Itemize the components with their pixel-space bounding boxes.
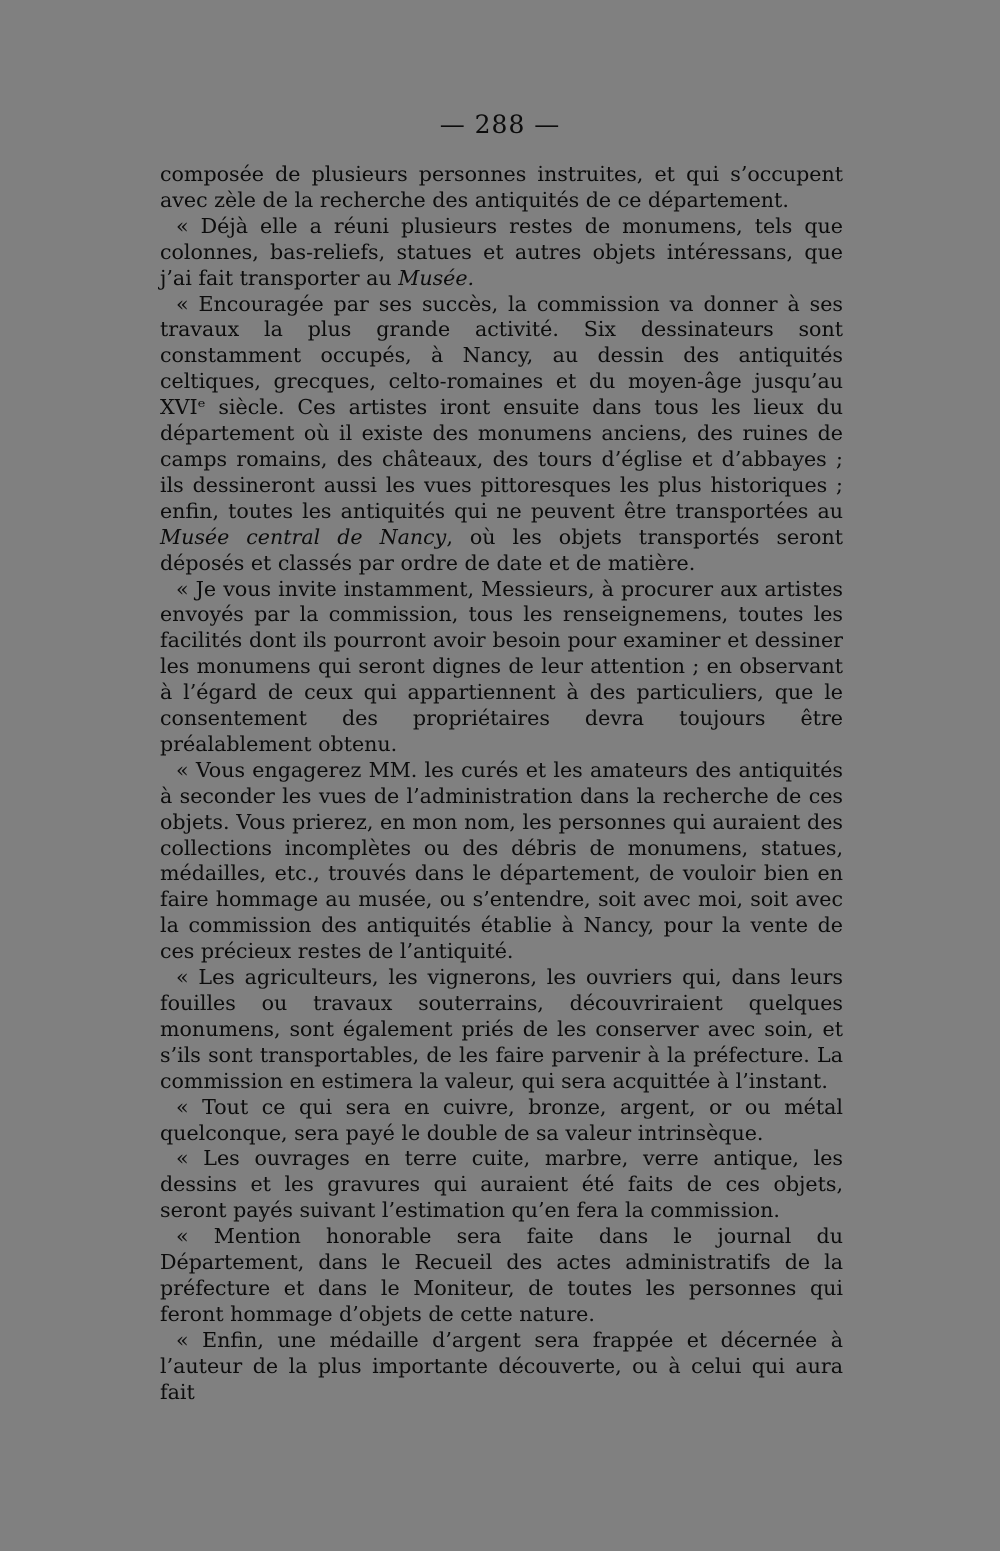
body-text (160, 162, 843, 1406)
paragraph (160, 1328, 843, 1406)
paragraph-text: « Les agriculteurs, les vignerons, les ouvriers qui, dans leurs fouilles ou travaux souterrains, découvriraient quelques monumens, sont également priés de les conserver avec soin, et s’ils sont transportables, de les faire parvenir à la préfecture. La commission en estimera la valeur, qui sera acquittée à l’instant. (160, 965, 843, 1093)
paragraph (160, 1224, 843, 1328)
italic-text: Musée central de Nancy (160, 524, 447, 549)
paragraph (160, 577, 843, 758)
page-number: — 288 — (439, 110, 561, 139)
paragraph-text: , où les objets transportés seront déposés et classés par ordre de date et de matière. (160, 524, 843, 575)
paragraph-text: « Je vous invite instamment, Messieurs, à procurer aux artistes envoyés par la commission, tous les renseignemens, toutes les facilités dont ils pourront avoir besoin pour examiner et dessiner les monumens qui seront dignes de leur attention ; en observant à l’égard de ceux qui appartiennent à des particuliers, que le consentement des propriétaires devra toujours être préalablement obtenu. (160, 576, 843, 756)
paragraph (160, 758, 843, 965)
paragraph (160, 162, 843, 214)
paragraph-text: « Tout ce qui sera en cuivre, bronze, argent, or ou métal quelconque, sera payé le double de sa valeur intrinsèque. (160, 1094, 843, 1145)
paragraph-text: « Enfin, une médaille d’argent sera frappée et décernée à l’auteur de la plus importante découverte, ou à celui qui aura fait (160, 1327, 843, 1404)
paragraph (160, 1095, 843, 1147)
paragraph-text: « Vous engagerez MM. les curés et les amateurs des antiquités à seconder les vues de l’administration dans la recherche de ces objets. Vous prierez, en mon nom, les personnes qui auraient des collections incomplètes ou des débris de monumens, statues, médailles, etc., trouvés dans le département, de vouloir bien en faire hommage au musée, ou s’entendre, soit avec moi, soit avec la commission des antiquités établie à Nancy, pour la vente de ces précieux restes de l’antiquité. (160, 757, 843, 964)
paragraph (160, 1146, 843, 1224)
paragraph-text: « Déjà elle a réuni plusieurs restes de monumens, tels que colonnes, bas-reliefs, statues et autres objets intéressans, que j’ai fait transporter au (160, 213, 843, 290)
paragraph-text: « Les ouvrages en terre cuite, marbre, verre antique, les dessins et les gravures qui auraient été faits de ces objets, seront payés suivant l’estimation qu’en fera la commission. (160, 1146, 843, 1223)
paragraph (160, 965, 843, 1095)
paragraph (160, 292, 843, 577)
paragraph-text: « Encouragée par ses succès, la commission va donner à ses travaux la plus grande activité. Six dessinateurs sont constamment occupés, à Nancy, au dessin des antiquités celtiques, grecques, celto-romaines et du moyen-âge jusqu’au XVIᵉ siècle. Ces artistes iront ensuite dans tous les lieux du département où il existe des monumens anciens, des ruines de camps romains, des châteaux, des tours d’église et d’abbayes ; ils dessineront aussi les vues pittoresques les plus historiques ; enfin, toutes les antiquités qui ne peuvent être transportées au (160, 291, 843, 523)
paragraph-text: composée de plusieurs personnes instruites, et qui s’occupent avec zèle de la recherche des antiquités de ce département. (160, 162, 843, 212)
italic-text: Musée. (398, 265, 475, 290)
paragraph (160, 214, 843, 292)
paragraph-text: « Mention honorable sera faite dans le journal du Département, dans le Recueil des actes administratifs de la préfecture et dans le Moniteur, de toutes les personnes qui feront hommage d’objets de cette nature. (160, 1224, 843, 1326)
